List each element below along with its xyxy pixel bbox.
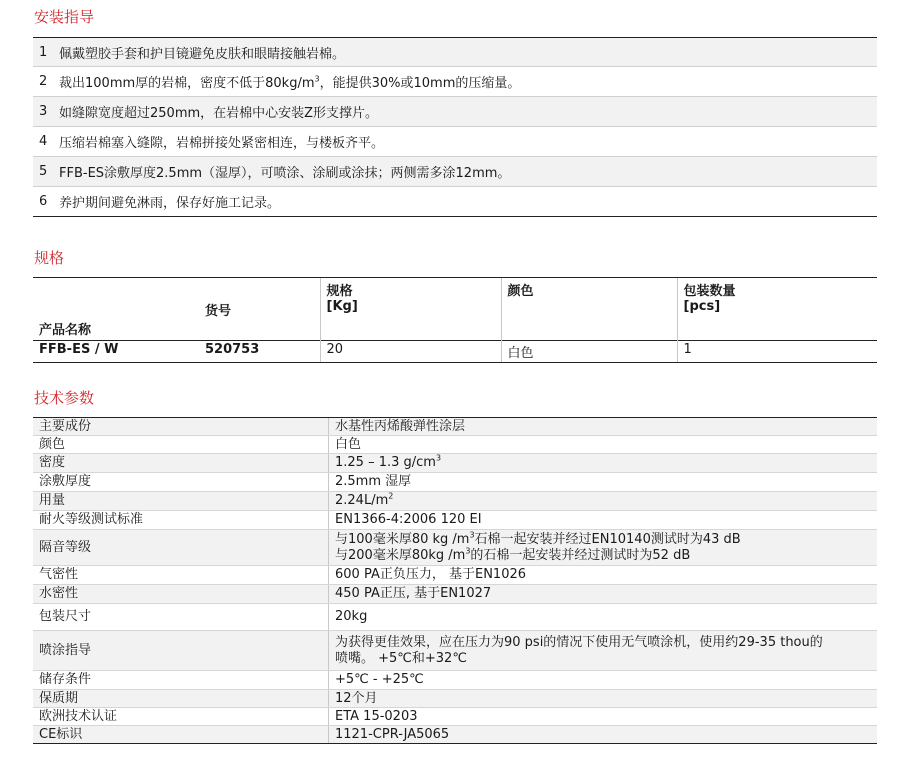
tech-row [33, 585, 877, 604]
tech-key: 主要成份 [33, 418, 329, 436]
tech-value: 白色 [329, 436, 878, 454]
install-section-title: 安装指导 [34, 8, 95, 26]
spec-header-size: 规格 [Kg] [320, 278, 501, 341]
tech-key: 欧洲技术认证 [33, 708, 329, 726]
tech-value: 为获得更佳效果，应在压力为90 psi的情况下使用无气喷涂机，使用约29-35 thou的 喷嘴。 +5℃和+32℃ [329, 631, 878, 671]
tech-value: EN1366-4:2006 120 EI [329, 511, 878, 530]
step-text: 压缩岩棉塞入缝隙，岩棉拼接处紧密相连，与楼板齐平。 [59, 136, 385, 151]
step-number: 1 [39, 44, 48, 60]
tech-table [33, 417, 877, 744]
step-number: 2 [39, 74, 48, 89]
tech-value: 1121-CPR-JA5065 [329, 726, 878, 744]
install-step [33, 67, 877, 97]
tech-row [33, 726, 877, 744]
tech-value: ETA 15-0203 [329, 708, 878, 726]
tech-value: 450 PA正压, 基于EN1027 [329, 585, 878, 604]
tech-row [33, 604, 877, 631]
step-text: 如缝隙宽度超过250mm，在岩棉中心安装Z形支撑片。 [59, 106, 379, 121]
spec-section-title: 规格 [34, 249, 65, 267]
step-text: 养护期间避免淋雨，保存好施工记录。 [59, 196, 281, 211]
tech-section-title: 技术参数 [34, 389, 95, 407]
tech-row [33, 530, 877, 566]
install-step [33, 127, 877, 157]
tech-key: 颜色 [33, 436, 329, 454]
tech-row [33, 566, 877, 585]
tech-key: 涂敷厚度 [33, 473, 329, 492]
tech-row [33, 436, 877, 454]
step-number: 3 [39, 104, 48, 119]
step-number: 6 [39, 194, 48, 209]
tech-key: CE标识 [33, 726, 329, 744]
tech-value: 600 PA正负压力， 基于EN1026 [329, 566, 878, 585]
step-text: 裁出100mm厚的岩棉，密度不低于$80kg/m^3$，能提供30%或10mm的压缩量。 [59, 74, 521, 91]
tech-value: 12个月 [329, 690, 878, 708]
tech-value: 1.25 – 1.3 $g/cm^3$ [329, 454, 878, 473]
install-step [33, 157, 877, 187]
spec-cell-size: 20 [320, 341, 501, 363]
step-number: 4 [39, 134, 48, 149]
tech-value: $2.24L/m^2$ [329, 492, 878, 511]
tech-row [33, 671, 877, 690]
step-text: FFB-ES涂敷厚度2.5mm（湿厚），可喷涂、涂刷或涂抹；两侧需多涂12mm。 [59, 166, 511, 181]
tech-key: 密度 [33, 454, 329, 473]
tech-value: 水基性丙烯酸弹性涂层 [329, 418, 878, 436]
install-step [33, 187, 877, 217]
tech-row [33, 708, 877, 726]
spec-table [33, 277, 877, 363]
spec-header-row [33, 278, 877, 341]
spec-data-row [33, 341, 877, 363]
tech-row [33, 454, 877, 473]
tech-row [33, 492, 877, 511]
tech-row [33, 690, 877, 708]
install-step [33, 97, 877, 127]
install-step [33, 37, 877, 67]
tech-key: 包装尺寸 [33, 604, 329, 631]
spec-cell-name: FFB-ES / W [33, 341, 199, 363]
spec-header-name: 产品名称 [33, 278, 199, 341]
tech-key: 储存条件 [33, 671, 329, 690]
step-text: 佩戴塑胶手套和护目镜避免皮肤和眼睛接触岩棉。 [59, 46, 346, 62]
tech-value: +5℃ - +25℃ [329, 671, 878, 690]
tech-key: 隔音等级 [33, 530, 329, 566]
tech-value: 与100毫米厚80 kg $/m^3$石棉一起安装并经过EN10140测试时为43 dB 与200毫米厚80kg $/m^3$的石棉一起安装并经过测试时为52 dB [329, 530, 878, 566]
tech-key: 喷涂指导 [33, 631, 329, 671]
tech-row [33, 418, 877, 436]
tech-value: 2.5mm 湿厚 [329, 473, 878, 492]
spec-cell-qty: 1 [677, 341, 877, 363]
tech-key: 耐火等级测试标准 [33, 511, 329, 530]
tech-key: 保质期 [33, 690, 329, 708]
tech-row [33, 473, 877, 492]
spec-header-color: 颜色 [501, 278, 677, 341]
tech-value: 20kg [329, 604, 878, 631]
tech-key: 水密性 [33, 585, 329, 604]
install-steps-list [33, 37, 877, 217]
tech-key: 用量 [33, 492, 329, 511]
spec-header-code: 货号 [199, 278, 320, 341]
step-number: 5 [39, 164, 48, 179]
spec-cell-color: 白色 [501, 341, 677, 363]
spec-cell-code: 520753 [199, 341, 320, 363]
tech-row [33, 631, 877, 671]
tech-key: 气密性 [33, 566, 329, 585]
spec-header-qty: 包装数量 [pcs] [677, 278, 877, 341]
tech-row [33, 511, 877, 530]
